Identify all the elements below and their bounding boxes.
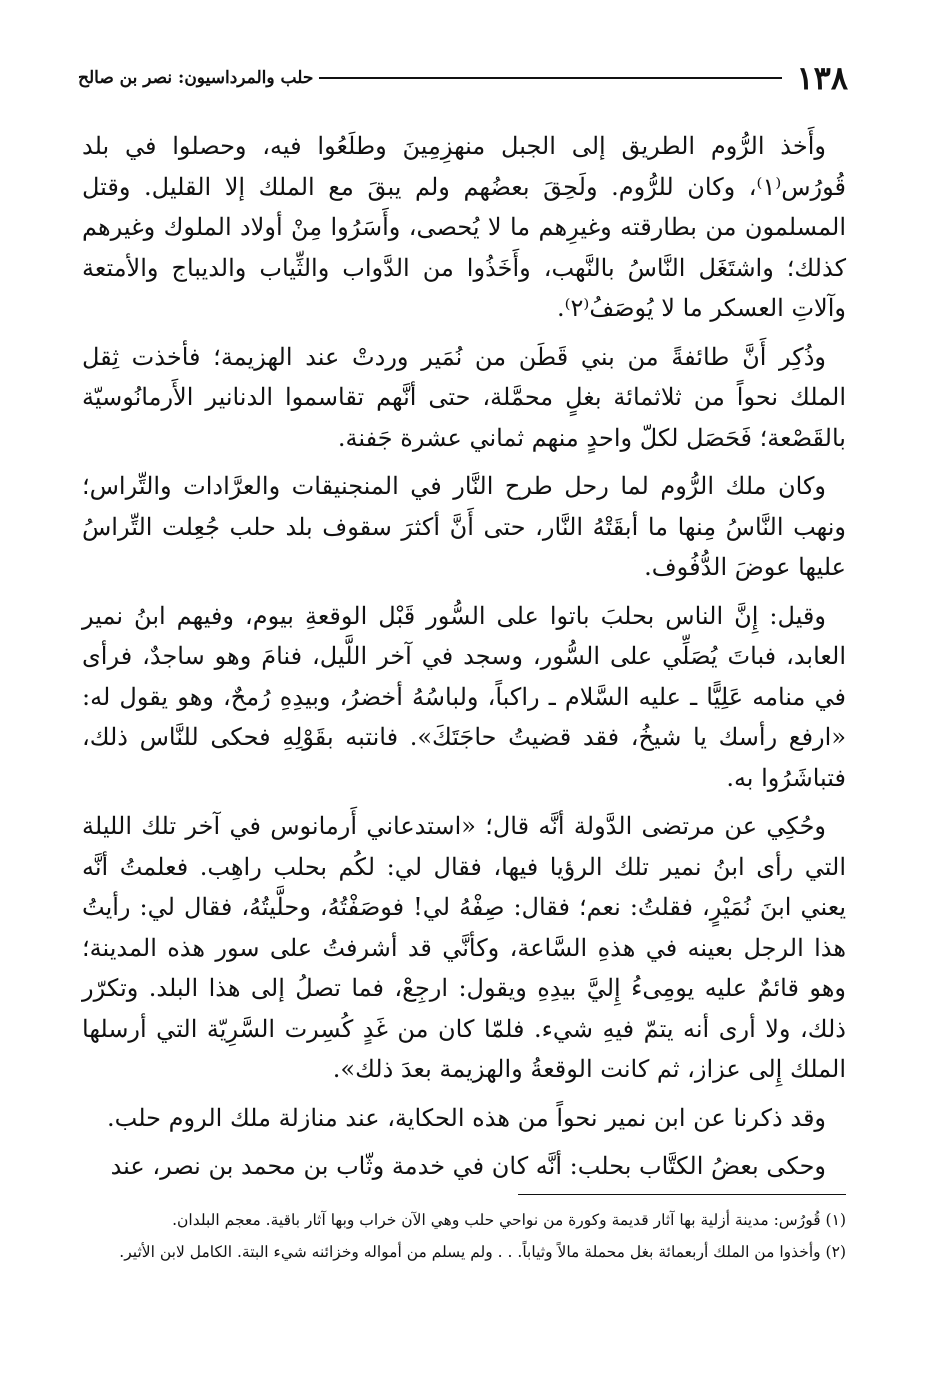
footnotes xyxy=(78,1206,846,1270)
running-title: حلب والمرداسيون: نصر بن صالح xyxy=(78,68,314,88)
paragraph: وحكى بعضُ الكتَّاب بحلب: أنَّه كان في خدمة وثّاب بن محمد بن نصر، عند xyxy=(110,1152,826,1180)
paragraph: وقيل: إِنَّ الناس بحلبَ باتوا على السُّور قَبْل الوقعةِ بيوم، وفيهم ابنُ نمير العابد، فباتَ يُصَلِّي على السُّور، وسجد في آخر اللَّيل، فنامَ وهو ساجدٌ، فرأى في منامه عَلِيًّا ـ عليه السَّلام ـ راكباً، ولباسُهُ أخضرُ، وبيدِهِ رُمحٌ، وهو يقول له: «ارفع رأسك يا شيخُ، فقد قضيتُ حاجَتَكَ». فانتبه بقَوْلِهِ فحكى للنَّاس ذلك، فتباشَرُوا به. xyxy=(82,601,846,792)
footnote-separator xyxy=(518,1194,846,1195)
paragraph: وحُكِي عن مرتضى الدَّولة أنَّه قال؛ «استدعاني أَرمانوس في آخر تلك الليلة التي رأى ابنُ نمير تلك الرؤيا فيها، فقال لي: لكُم بحلب راهِب. فعلمتُ أنَّه يعني ابنَ نُمَيْرٍ، فقلتُ: نعم؛ فقال: صِفْهُ لي! فوصَفْتُهُ، وحلَّيتُهُ، فقال لي: رأيتُ هذا الرجل بعينه في هذهِ السَّاعة، وكأنَّي قد أشرفتُ على سور هذه المدينة؛ وهو قائمٌ عليه يومِىءُ إِليَّ بيدِهِ ويقول: ارجِعْ، فما تصلُ إلى هذا البلد. وتكرّر ذلك، ولا أرى أنه يتمّ فيهِ شيء. فلمّا كان من غَدٍ كُسِرت السَّرِيّة التي أرسلها الملك إِلى عزاز، ثم كانت الوقعةُ والهزيمة بعدَ ذلك». xyxy=(82,812,846,1083)
paragraph: وذُكِر أَنَّ طائفةً من بني قَطَن من نُمَير وردتْ عند الهزيمة؛ فأخذت ثِقل الملك نحواً من ثلاثمائة بغلٍ محمَّلة، حتى أنَّهم تقاسموا الدنانير الأَرمانُوسيّة بالقَصْعة؛ فَحَصَل لكلّ واحدٍ منهم ثماني عشرة جَفنة. xyxy=(82,342,846,452)
footnote: (١) قُورُس: مدينة أزلية بها آثار قديمة وكورة من نواحي حلب وهي الآن خراب وبها آثار باقية. معجم البلدان. xyxy=(172,1211,846,1229)
paragraph: وقد ذكرنا عن ابن نمير نحواً من هذه الحكاية، عند منازلة ملك الروم حلب. xyxy=(107,1103,826,1132)
paragraph: وكان ملك الرُّوم لما رحل طرح النَّار في المنجنيقات والعرَّادات والتِّراس؛ ونهب النَّاسُ مِنها ما أبقَتْهُ النَّار، حتى أَنَّ أكثرَ سقوف بلد حلب جُعِلت التِّراسُ عليها عوضَ الدُّفُوف. xyxy=(82,472,846,581)
main-text xyxy=(82,126,846,1195)
footnote: (٢) وأخذوا من الملك أربعمائة بغل محملة مالاً وثياباً. . . ولم يسلم من أمواله وخزائنه شيء البتة. الكامل لابن الأثير. xyxy=(119,1243,846,1261)
header-rule xyxy=(319,77,782,79)
page-number: ١٣٨ xyxy=(796,59,848,97)
running-head xyxy=(78,56,848,100)
paragraph: وأَخذ الرُّوم الطريق إلى الجبل منهزِمِينَ وطلَعُوا فيه، وحصلوا في بلد قُورُس⁽١⁾، وكان للرُّوم. ولَحِقَ بعضُهم ولم يبقَ مع الملك إلا القليل. وقتل المسلمون من بطارقته وغيرِهم ما لا يُحصى، وأَسَرُوا مِنْ أولاد الملوك وغيرهم كذلك؛ واشتَغَل النَّاسُ بالنَّهب، وأَخَذُوا من الدَّواب والثِّياب والديباج والأمتعة وآلاتِ العسكر ما لا يُوصَفُ⁽٢⁾. xyxy=(82,132,846,322)
